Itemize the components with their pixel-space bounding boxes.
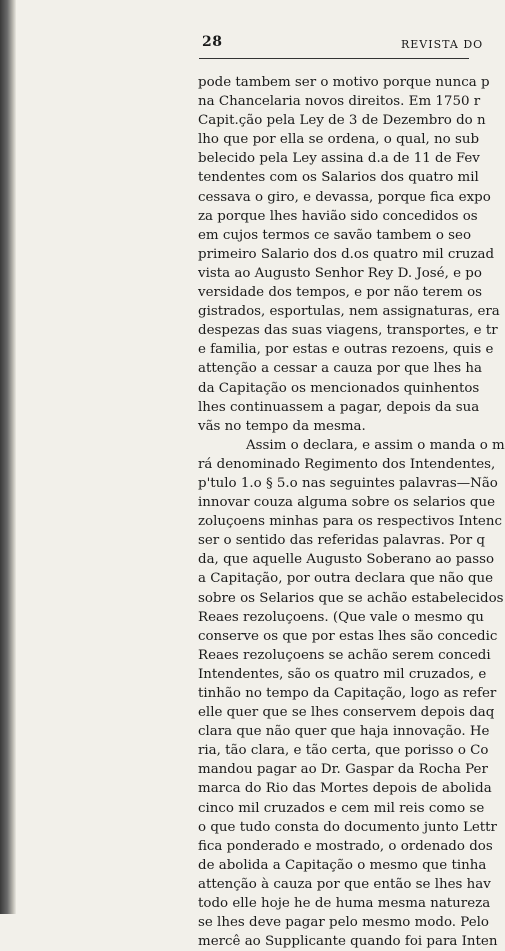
text-line: Assim o declara, e assim o manda o m — [246, 437, 505, 453]
text-line: sobre os Selarios que se achão estabelecidos — [198, 590, 504, 606]
text-line: mandou pagar ao Dr. Gaspar da Rocha Per — [198, 762, 488, 778]
text-line: attenção à cauza por que então se lhes hav — [198, 876, 491, 892]
text-line: mercê ao Supplicante quando foi para Inten — [198, 934, 498, 950]
text-line: vista ao Augusto Senhor Rey D. José, e po — [198, 265, 482, 281]
text-line: despezas das suas viagens, transportes, e tr — [198, 323, 498, 339]
text-line: za porque lhes havião sido concedidos os — [198, 208, 478, 224]
header-rule — [199, 58, 469, 59]
body-text — [198, 73, 505, 951]
text-line: em cujos termos ce savão tambem o seo — [198, 227, 472, 243]
text-line: primeiro Salario dos d.os quatro mil cruzad — [198, 246, 495, 262]
text-line: marca do Rio das Mortes depois de abolida — [198, 781, 492, 797]
text-line: pode tambem ser o motivo porque nunca p — [198, 75, 490, 90]
text-line: da Capitação os mencionados quinhentos — [198, 380, 480, 396]
text-line: lho que por ella se ordena, o qual, no sub — [198, 132, 480, 148]
text-line: o que tudo consta do documento junto Lettr — [198, 819, 497, 835]
text-line: tendentes com os Salarios dos quatro mil — [198, 170, 479, 186]
text-line: da, que aquelle Augusto Soberano ao passo — [198, 552, 495, 568]
text-line: todo elle hoje he de huma mesma natureza — [198, 896, 491, 912]
text-line: de abolida a Capitação o mesmo que tinha — [198, 857, 487, 873]
text-line: zoluçoens minhas para os respectivos Intenc — [198, 514, 502, 530]
text-line: vãs no tempo da mesma. — [198, 418, 366, 434]
text-line: belecido pela Ley assina d.a de 11 de Fev — [198, 151, 480, 167]
text-line: versidade dos tempos, e por não terem os — [198, 285, 483, 301]
text-line: cinco mil cruzados e cem mil reis como se — [198, 800, 485, 816]
text-line: Reaes rezoluçoens. (Que vale o mesmo qu — [198, 609, 484, 625]
text-line: innovar couza alguma sobre os selarios que — [198, 495, 496, 511]
text-line: gistrados, esportulas, nem assignaturas, era — [198, 304, 500, 320]
text-line: e familia, por estas e outras rezoens, quis e — [198, 342, 494, 358]
text-line: conserve os que por estas lhes são concedic — [198, 628, 498, 644]
text-line: clara que não quer que haja innovação. He — [198, 724, 490, 740]
text-line: tinhão no tempo da Capitação, logo as refer — [198, 686, 497, 701]
text-line: fica ponderado e mostrado, o ordenado dos — [198, 838, 493, 854]
text-line: ser o sentido das referidas palavras. Por q — [198, 533, 485, 549]
text-line: elle quer que se lhes conservem depois daq — [198, 705, 495, 721]
text-line: lhes continuassem a pagar, depois da sua — [198, 399, 480, 415]
text-line: cessava o giro, e devassa, porque fica expo — [198, 189, 491, 205]
text-line: na Chancelaria novos direitos. Em 1750 r — [198, 94, 481, 110]
page-number: 28 — [202, 34, 223, 50]
text-line: Reaes rezoluçoens se achão serem concedi — [198, 647, 491, 663]
running-title: REVISTA DO — [401, 38, 484, 51]
text-line: Capit.ção pela Ley de 3 de Dezembro do n — [198, 113, 486, 129]
text-line: rá denominado Regimento dos Intendentes, — [198, 456, 496, 472]
text-line: ria, tão clara, e tão certa, que porisso o Co — [198, 743, 489, 759]
text-line: Intendentes, são os quatro mil cruzados, e — [198, 666, 487, 682]
text-line: se lhes deve pagar pelo mesmo modo. Pelo — [198, 915, 489, 931]
text-line: p'tulo 1.o § 5.o nas seguintes palavras—Não — [198, 475, 498, 491]
text-line: a Capitação, por outra declara que não que — [198, 571, 494, 587]
text-line: attenção a cessar a cauza por que lhes ha — [198, 361, 483, 377]
